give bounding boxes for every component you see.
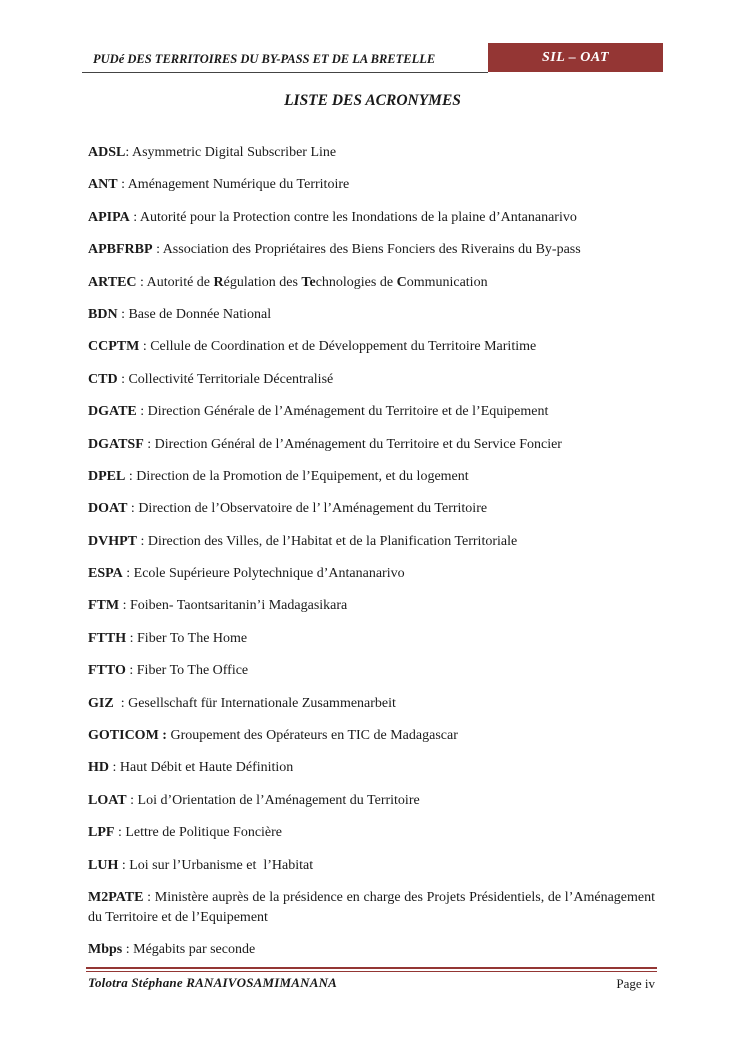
acronym-entry-goticom xyxy=(88,726,655,746)
acronym-definition: Ecole Supérieure Polytechnique d’Antananarivo xyxy=(133,566,405,582)
acronym-definition: Autorité pour la Protection contre les Inondations de la plaine d’Antananarivo xyxy=(139,209,577,225)
acronym-term: DGATE xyxy=(88,404,137,420)
header-rule xyxy=(82,72,488,73)
acronym-definition: Collectivité Territoriale Décentralisé xyxy=(128,371,334,387)
footer-rule xyxy=(86,967,657,969)
acronym-entry-apbfrbp: APBFRBP : Association des Propriétaires des Biens Fonciers des Riverains du By-pass xyxy=(88,242,581,258)
acronym-entry-dgate: DGATE : Direction Générale de l’Aménagement du Territoire et de l’Equipement xyxy=(88,404,549,420)
acronym-entry-artec: ARTEC : Autorité de Régulation des Technologies de Communication xyxy=(88,274,488,290)
acronym-entry-doat: DOAT : Direction de l’Observatoire de l’ l’Aménagement du Territoire xyxy=(88,501,488,517)
acronym-term: CCPTM xyxy=(88,339,140,355)
acronym-entry-espa: ESPA : Ecole Supérieure Polytechnique d’Antananarivo xyxy=(88,566,405,582)
acronym-term: FTM xyxy=(88,598,120,614)
page-title: LISTE DES ACRONYMES xyxy=(284,92,461,109)
acronym-definition: Foiben- Taontsaritanin’i Madagasikara xyxy=(130,598,348,614)
acronym-definition: Aménagement Numérique du Territoire xyxy=(127,177,350,193)
acronym-entry-hd: HD : Haut Débit et Haute Définition xyxy=(88,760,294,776)
acronym-term: ESPA xyxy=(88,566,123,582)
acronym-definition: Asymmetric Digital Subscriber Line xyxy=(131,145,337,160)
acronym-entry-mbps: Mbps : Mégabits par seconde xyxy=(88,942,256,958)
acronym-term: ARTEC xyxy=(88,274,137,290)
acronym-entry-dpel: DPEL : Direction de la Promotion de l’Equipement, et du logement xyxy=(88,468,469,484)
acronym-definition: Gesellschaft für Internationale Zusammenarbeit xyxy=(128,695,396,711)
acronym-definition: Groupement des Opérateurs en TIC de Madagascar xyxy=(170,728,458,744)
acronym-entry-ccptm: CCPTM : Cellule de Coordination et de Développement du Territoire Maritime xyxy=(88,339,537,355)
header-title: PUDé DES TERRITOIRES DU BY-PASS ET DE LA BRETELLE xyxy=(93,52,436,66)
acronym-entry-giz: GIZ : Gesellschaft für Internationale Zusammenarbeit xyxy=(88,695,396,711)
footer-rule-thin xyxy=(86,971,657,972)
acronym-entry-ftth: FTTH : Fiber To The Home xyxy=(88,630,248,646)
acronym-definition: Fiber To The Home xyxy=(137,630,248,646)
acronym-definition: Autorité de Régulation des Technologies de Communication xyxy=(146,274,488,290)
acronym-entry-ctd: CTD : Collectivité Territoriale Décentralisé xyxy=(88,371,334,387)
acronym-term: Mbps xyxy=(88,942,123,958)
acronym-term: DPEL xyxy=(88,468,126,484)
acronym-term: APIPA xyxy=(88,209,130,225)
acronym-definition: Base de Donnée National xyxy=(128,306,272,322)
acronym-term: APBFRBP xyxy=(88,242,153,258)
acronym-entry-ftm: FTM : Foiben- Taontsaritanin’i Madagasikara xyxy=(88,598,348,614)
acronym-definition: Ministère auprès de la présidence en charge des Projets Présidentiels, de l’Aménagement du Territoire et de l’Equipement xyxy=(88,889,655,925)
acronym-term: DGATSF xyxy=(88,436,144,452)
acronym-definition: Direction Général de l’Aménagement du Territoire et du Service Foncier xyxy=(154,436,562,452)
acronym-term: CTD xyxy=(88,371,118,387)
acronym-entry-dgatsf: DGATSF : Direction Général de l’Aménagement du Territoire et du Service Foncier xyxy=(88,436,562,452)
acronym-definition: Haut Débit et Haute Définition xyxy=(119,760,294,776)
acronym-entry-loat: LOAT : Loi d’Orientation de l’Aménagement du Territoire xyxy=(88,792,420,808)
acronym-term: FTTO xyxy=(88,663,126,679)
header-badge: SIL – OAT xyxy=(488,43,663,72)
acronym-entry-dvhpt: DVHPT : Direction des Villes, de l’Habitat et de la Planification Territoriale xyxy=(88,533,518,549)
acronym-definition: Cellule de Coordination et de Développement du Territoire Maritime xyxy=(150,339,537,355)
acronym-term: GIZ xyxy=(88,695,114,711)
footer-author: Tolotra Stéphane RANAIVOSAMIMANANA xyxy=(88,975,338,990)
acronym-term: LUH xyxy=(88,857,119,873)
acronym-list xyxy=(88,143,655,973)
acronym-term: DOAT xyxy=(88,501,128,517)
acronym-definition: Direction des Villes, de l’Habitat et de la Planification Territoriale xyxy=(147,533,518,549)
acronym-definition: Direction de la Promotion de l’Equipement, et du logement xyxy=(136,468,469,484)
acronym-term: LPF xyxy=(88,825,115,841)
acronym-entry-luh: LUH : Loi sur l’Urbanisme et l’Habitat xyxy=(88,857,314,873)
acronym-entry-apipa: APIPA : Autorité pour la Protection contre les Inondations de la plaine d’Antananarivo xyxy=(88,209,577,225)
acronym-term: HD xyxy=(88,760,109,776)
acronym-entry-m2pate: M2PATE : Ministère auprès de la présidence en charge des Projets Présidentiels, de l’Aménagement du Territoire et de l’Equipement xyxy=(88,889,655,925)
acronym-entry-lpf: LPF : Lettre de Politique Foncière xyxy=(88,825,283,841)
acronym-term: BDN xyxy=(88,306,118,322)
acronym-term: M2PATE xyxy=(88,889,144,905)
acronym-term: LOAT xyxy=(88,792,127,808)
acronym-definition: Loi d’Orientation de l’Aménagement du Territoire xyxy=(137,792,420,808)
acronym-entry-ant: ANT : Aménagement Numérique du Territoire xyxy=(88,177,350,193)
acronym-entry-adsl: ADSL: Asymmetric Digital Subscriber Line xyxy=(88,145,337,160)
acronym-definition: Direction Générale de l’Aménagement du Territoire et de l’Equipement xyxy=(147,404,549,420)
acronym-term: FTTH xyxy=(88,630,127,646)
acronym-entry-bdn: BDN : Base de Donnée National xyxy=(88,306,272,322)
acronym-definition: Mégabits par seconde xyxy=(133,942,256,958)
acronym-entry-ftto: FTTO : Fiber To The Office xyxy=(88,663,249,679)
acronym-definition: Loi sur l’Urbanisme et l’Habitat xyxy=(129,857,314,873)
acronym-term: GOTICOM : xyxy=(88,728,167,744)
acronym-definition: Lettre de Politique Foncière xyxy=(125,825,283,841)
acronym-term: ANT xyxy=(88,177,118,193)
acronym-definition: Association des Propriétaires des Biens Fonciers des Riverains du By-pass xyxy=(162,242,581,258)
acronym-definition: Direction de l’Observatoire de l’ l’Aménagement du Territoire xyxy=(138,501,488,517)
page-number: Page iv xyxy=(616,976,655,991)
acronym-term: DVHPT xyxy=(88,533,137,549)
acronym-definition: Fiber To The Office xyxy=(136,663,249,679)
acronym-term: ADSL xyxy=(88,145,126,160)
